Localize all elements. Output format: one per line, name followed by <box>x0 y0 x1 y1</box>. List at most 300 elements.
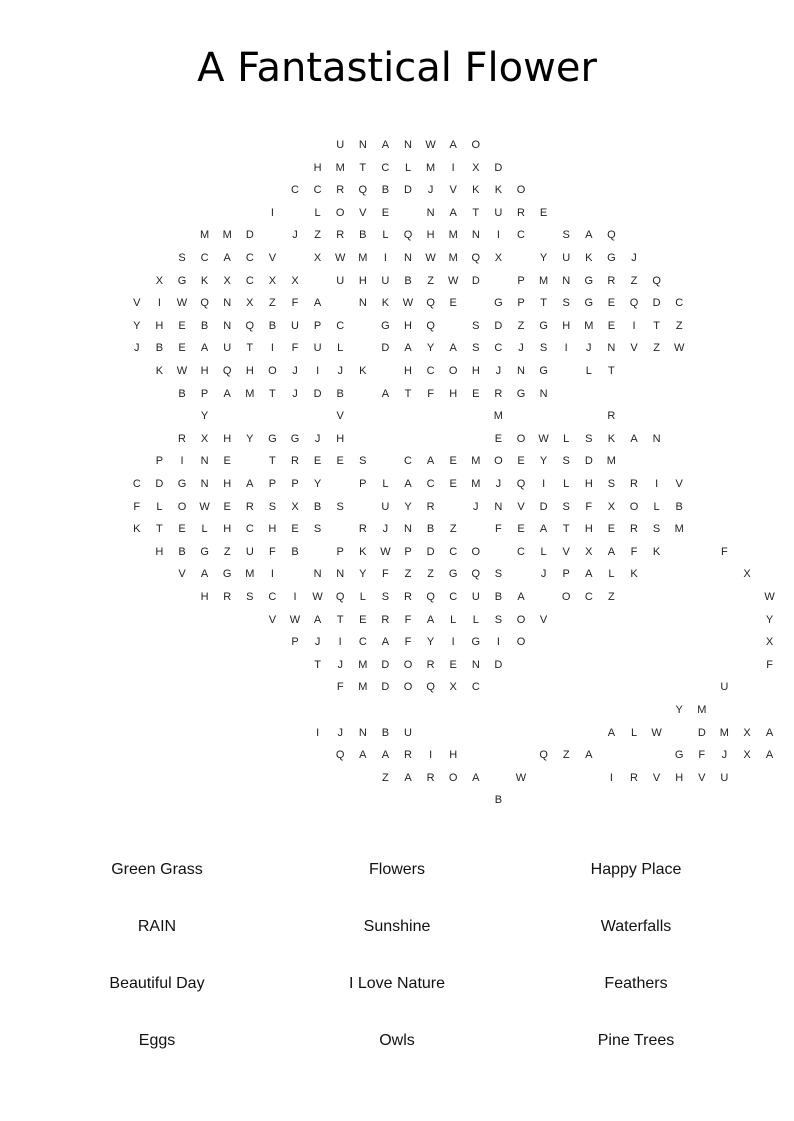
grid-letter: M <box>719 726 729 739</box>
grid-letter: L <box>382 478 389 490</box>
grid-letter: J <box>382 523 389 536</box>
grid-letter: M <box>674 523 684 536</box>
grid-letter: G <box>674 749 684 762</box>
grid-letter: M <box>245 568 255 581</box>
grid-letter: E <box>449 455 457 468</box>
grid-letter: Y <box>313 478 322 490</box>
grid-letter: Y <box>765 613 774 626</box>
grid-letter: M <box>471 478 481 490</box>
grid-row <box>0 408 794 424</box>
grid-letter: P <box>404 545 412 558</box>
grid-letter: Q <box>426 591 435 603</box>
grid-letter: W <box>515 771 527 784</box>
grid-letter: S <box>178 252 186 264</box>
grid-letter: Q <box>222 365 232 377</box>
grid-letter: S <box>562 455 570 468</box>
grid-letter: T <box>314 658 321 671</box>
grid-letter: G <box>177 274 187 287</box>
grid-letter: U <box>223 342 232 355</box>
grid-row <box>0 747 794 763</box>
grid-letter: A <box>381 749 390 762</box>
grid-letter: H <box>675 771 684 784</box>
grid-letter: E <box>449 658 457 671</box>
grid-letter: C <box>245 252 254 264</box>
grid-letter: E <box>517 523 525 536</box>
grid-letter: U <box>245 545 254 558</box>
grid-letter: M <box>697 704 707 716</box>
grid-letter: Q <box>539 749 548 762</box>
grid-row <box>0 792 794 808</box>
grid-letter: P <box>200 387 209 400</box>
grid-letter: C <box>584 591 593 603</box>
grid-letter: E <box>607 523 616 536</box>
grid-letter: N <box>404 252 412 264</box>
grid-row <box>0 340 794 356</box>
grid-letter: B <box>200 319 209 332</box>
grid-letter: L <box>608 568 615 581</box>
grid-letter: R <box>223 591 232 603</box>
grid-row <box>0 566 794 582</box>
grid-letter: N <box>223 297 232 310</box>
grid-letter: B <box>675 500 683 513</box>
grid-letter: C <box>426 365 435 377</box>
grid-row <box>0 657 794 673</box>
grid-letter: G <box>222 568 232 581</box>
grid-letter: D <box>426 545 435 558</box>
grid-letter: D <box>471 274 480 287</box>
grid-letter: E <box>336 455 344 468</box>
grid-letter: T <box>404 387 412 400</box>
grid-letter: W <box>380 545 391 558</box>
grid-row <box>0 205 794 221</box>
grid-letter: I <box>383 252 387 264</box>
grid-letter: H <box>449 749 458 762</box>
grid-letter: R <box>426 771 435 784</box>
grid-letter: M <box>222 229 232 242</box>
grid-letter: G <box>200 545 209 558</box>
grid-letter: Z <box>223 545 231 558</box>
grid-letter: H <box>471 365 480 377</box>
grid-letter: I <box>451 161 455 174</box>
grid-letter: P <box>155 455 164 468</box>
grid-letter: O <box>471 545 481 558</box>
grid-letter: E <box>494 432 503 445</box>
grid-letter: L <box>450 613 457 626</box>
grid-letter: V <box>539 613 548 626</box>
grid-letter: J <box>314 636 321 649</box>
grid-letter: V <box>268 252 277 264</box>
grid-letter: C <box>132 478 141 490</box>
grid-letter: Z <box>449 523 457 536</box>
grid-letter: T <box>269 387 276 400</box>
grid-letter: E <box>178 319 186 332</box>
grid-letter: S <box>652 523 661 536</box>
word-bank-item: Green Grass <box>111 861 203 878</box>
grid-letter: A <box>359 749 367 762</box>
grid-letter: C <box>313 184 322 197</box>
grid-letter: M <box>335 161 345 174</box>
grid-letter: X <box>291 274 299 287</box>
grid-letter: E <box>359 613 367 626</box>
grid-letter: O <box>516 432 526 445</box>
grid-letter: K <box>381 297 390 310</box>
grid-letter: J <box>292 365 298 377</box>
grid-letter: D <box>381 681 390 694</box>
grid-letter: X <box>743 749 751 762</box>
grid-letter: I <box>496 229 500 242</box>
grid-letter: W <box>312 591 323 603</box>
grid-letter: X <box>449 681 457 694</box>
grid-letter: X <box>607 500 616 513</box>
grid-letter: L <box>563 432 570 445</box>
grid-letter: X <box>313 252 322 264</box>
grid-letter: Y <box>404 500 412 513</box>
grid-letter: E <box>449 297 457 310</box>
grid-letter: N <box>358 297 367 310</box>
grid-row <box>0 431 794 447</box>
grid-row <box>0 499 794 515</box>
grid-letter: A <box>607 545 616 558</box>
grid-letter: H <box>155 545 164 558</box>
grid-letter: K <box>494 184 503 197</box>
grid-letter: A <box>585 749 593 762</box>
grid-letter: B <box>268 319 277 332</box>
grid-letter: R <box>291 455 299 468</box>
grid-letter: C <box>426 478 435 490</box>
grid-letter: W <box>176 365 188 377</box>
grid-letter: S <box>359 455 367 468</box>
grid-letter: U <box>291 319 299 332</box>
grid-letter: Y <box>246 432 254 445</box>
grid-letter: F <box>404 613 412 626</box>
grid-letter: V <box>336 410 344 423</box>
grid-letter: C <box>449 545 458 558</box>
grid-letter: A <box>404 478 412 490</box>
grid-letter: C <box>517 545 525 558</box>
grid-letter: H <box>200 365 209 377</box>
grid-letter: A <box>472 771 480 784</box>
grid-letter: R <box>630 478 638 490</box>
grid-letter: G <box>539 319 548 332</box>
grid-letter: N <box>562 274 571 287</box>
grid-row <box>0 363 794 379</box>
word-bank-item: Flowers <box>368 861 425 878</box>
word-bank-item: Eggs <box>138 1032 176 1049</box>
grid-letter: N <box>358 726 367 739</box>
grid-letter: L <box>585 365 592 377</box>
grid-letter: E <box>313 455 322 468</box>
grid-letter: Y <box>200 410 209 423</box>
grid-letter: M <box>493 410 503 423</box>
grid-letter: I <box>451 636 455 649</box>
grid-letter: N <box>200 455 209 468</box>
grid-letter: S <box>494 568 503 581</box>
grid-letter: F <box>404 636 412 649</box>
grid-letter: Q <box>200 297 209 310</box>
grid-row <box>0 521 794 537</box>
grid-letter: G <box>290 432 300 445</box>
grid-letter: B <box>404 274 412 287</box>
grid-letter: L <box>540 545 547 558</box>
grid-letter: G <box>584 274 594 287</box>
grid-letter: U <box>313 342 322 355</box>
grid-letter: D <box>381 342 390 355</box>
grid-letter: X <box>472 161 480 174</box>
grid-letter: I <box>429 749 433 762</box>
grid-letter: V <box>630 342 638 355</box>
grid-letter: T <box>359 161 367 174</box>
grid-letter: H <box>336 432 345 445</box>
grid-letter: J <box>586 342 592 355</box>
grid-letter: C <box>494 342 503 355</box>
grid-letter: Y <box>426 342 435 355</box>
grid-letter: J <box>337 658 343 671</box>
grid-letter: K <box>359 365 367 377</box>
grid-letter: Q <box>426 681 435 694</box>
grid-letter: H <box>313 161 322 174</box>
grid-letter: B <box>313 500 322 513</box>
grid-letter: D <box>539 500 548 513</box>
grid-letter: C <box>358 636 367 649</box>
grid-letter: R <box>607 274 616 287</box>
grid-letter: V <box>652 771 661 784</box>
grid-letter: D <box>155 478 164 490</box>
grid-letter: B <box>426 523 435 536</box>
grid-row <box>0 386 794 402</box>
grid-letter: C <box>268 591 277 603</box>
grid-letter: U <box>381 274 390 287</box>
grid-letter: L <box>201 523 208 536</box>
grid-letter: T <box>269 455 276 468</box>
grid-letter: Z <box>675 319 683 332</box>
grid-letter: I <box>270 206 274 219</box>
grid-letter: B <box>178 387 186 400</box>
grid-letter: H <box>358 274 367 287</box>
grid-letter: T <box>540 297 547 310</box>
grid-row <box>0 453 794 469</box>
grid-letter: L <box>653 500 660 513</box>
grid-letter: J <box>631 252 637 264</box>
grid-letter: I <box>496 636 500 649</box>
grid-letter: T <box>472 206 480 219</box>
grid-letter: J <box>495 478 502 490</box>
grid-letter: M <box>448 229 458 242</box>
grid-letter: Z <box>314 229 321 242</box>
grid-letter: Q <box>629 297 639 310</box>
grid-letter: V <box>133 297 141 310</box>
grid-letter: H <box>584 523 593 536</box>
grid-letter: C <box>200 252 209 264</box>
grid-letter: W <box>289 613 301 626</box>
grid-letter: A <box>517 591 525 603</box>
grid-letter: A <box>539 523 548 536</box>
grid-letter: R <box>494 387 503 400</box>
grid-letter: M <box>358 681 368 694</box>
grid-letter: S <box>313 523 322 536</box>
grid-letter: A <box>404 771 412 784</box>
grid-letter: I <box>542 478 546 490</box>
grid-letter: C <box>291 184 299 197</box>
grid-letter: A <box>313 297 322 310</box>
word-bank-item: Feathers <box>604 975 668 992</box>
grid-letter: C <box>404 455 412 468</box>
word-bank-item: Beautiful Day <box>109 975 205 992</box>
grid-letter: W <box>334 252 346 264</box>
grid-letter: W <box>538 432 549 445</box>
grid-letter: C <box>471 681 480 694</box>
grid-letter: Q <box>471 252 481 264</box>
grid-letter: Z <box>630 274 638 287</box>
grid-letter: N <box>336 568 345 581</box>
grid-letter: A <box>313 613 322 626</box>
word-bank-item: Happy Place <box>590 861 682 878</box>
grid-row <box>0 702 794 718</box>
grid-row <box>0 273 794 289</box>
grid-letter: B <box>178 545 186 558</box>
grid-letter: B <box>381 726 390 739</box>
grid-letter: D <box>381 658 390 671</box>
grid-letter: R <box>630 523 638 536</box>
grid-letter: D <box>494 319 503 332</box>
grid-letter: B <box>359 229 367 242</box>
grid-letter: A <box>404 342 412 355</box>
grid-letter: O <box>494 455 503 468</box>
grid-letter: W <box>425 139 436 151</box>
grid-letter: H <box>404 365 412 377</box>
grid-letter: P <box>517 274 525 287</box>
grid-letter: F <box>721 545 728 558</box>
grid-letter: N <box>607 342 616 355</box>
grid-letter: U <box>494 206 503 219</box>
grid-letter: V <box>562 545 570 558</box>
grid-letter: X <box>155 274 164 287</box>
grid-letter: G <box>584 297 594 310</box>
grid-letter: J <box>721 749 728 762</box>
grid-row <box>0 725 794 741</box>
grid-letter: F <box>291 297 299 310</box>
grid-letter: F <box>427 387 434 400</box>
grid-letter: X <box>246 297 254 310</box>
grid-letter: S <box>494 613 503 626</box>
grid-letter: Y <box>539 455 548 468</box>
grid-letter: L <box>156 500 163 513</box>
grid-letter: C <box>245 274 254 287</box>
grid-letter: Q <box>403 229 413 242</box>
grid-letter: H <box>223 523 232 536</box>
grid-letter: L <box>404 161 412 174</box>
grid-letter: G <box>471 636 481 649</box>
grid-letter: N <box>517 365 525 377</box>
grid-letter: T <box>608 365 615 377</box>
grid-letter: W <box>176 297 188 310</box>
grid-row <box>0 318 794 334</box>
grid-letter: D <box>494 658 503 671</box>
grid-letter: V <box>449 184 457 197</box>
grid-letter: Z <box>382 771 389 784</box>
grid-letter: F <box>698 749 706 762</box>
grid-letter: R <box>358 523 367 536</box>
grid-letter: Y <box>675 704 683 716</box>
grid-letter: U <box>471 591 480 603</box>
grid-letter: O <box>516 613 526 626</box>
grid-letter: Q <box>426 297 435 310</box>
grid-letter: X <box>494 252 503 264</box>
grid-letter: Q <box>471 568 481 581</box>
grid-letter: Y <box>539 252 548 264</box>
grid-letter: I <box>157 297 161 310</box>
grid-letter: N <box>494 500 503 513</box>
grid-letter: S <box>381 591 390 603</box>
grid-row <box>0 295 794 311</box>
grid-letter: M <box>448 252 458 264</box>
grid-letter: N <box>426 206 435 219</box>
grid-letter: A <box>381 636 390 649</box>
grid-letter: J <box>292 229 298 242</box>
grid-letter: L <box>472 613 479 626</box>
page-title: A Fantastical Flower <box>197 45 597 91</box>
grid-letter: M <box>539 274 549 287</box>
grid-letter: H <box>155 319 164 332</box>
grid-letter: C <box>245 523 254 536</box>
grid-letter: J <box>134 342 140 355</box>
grid-letter: U <box>336 139 345 151</box>
grid-letter: A <box>200 568 209 581</box>
grid-row <box>0 770 794 786</box>
grid-letter: G <box>539 365 548 377</box>
grid-letter: D <box>584 455 593 468</box>
grid-letter: M <box>606 455 616 468</box>
grid-letter: U <box>404 726 412 739</box>
grid-letter: K <box>585 252 593 264</box>
grid-row <box>0 250 794 266</box>
grid-letter: P <box>517 297 525 310</box>
grid-letter: Z <box>608 591 615 603</box>
grid-letter: H <box>404 319 412 332</box>
grid-letter: M <box>584 319 594 332</box>
grid-letter: L <box>359 591 366 603</box>
grid-letter: Z <box>404 568 412 581</box>
grid-letter: G <box>268 432 277 445</box>
grid-letter: V <box>178 568 186 581</box>
grid-letter: Y <box>426 636 435 649</box>
grid-letter: F <box>585 500 593 513</box>
grid-letter: O <box>629 500 639 513</box>
grid-letter: C <box>517 229 525 242</box>
grid-letter: Z <box>427 274 434 287</box>
grid-letter: I <box>316 726 320 739</box>
grid-letter: G <box>516 387 526 400</box>
grid-letter: I <box>632 319 636 332</box>
grid-letter: W <box>447 274 459 287</box>
grid-letter: Q <box>245 319 255 332</box>
grid-letter: O <box>335 206 345 219</box>
grid-letter: H <box>584 478 593 490</box>
grid-letter: N <box>223 319 232 332</box>
grid-letter: T <box>156 523 163 536</box>
grid-letter: E <box>381 206 390 219</box>
grid-letter: J <box>292 387 298 400</box>
grid-letter: R <box>245 500 254 513</box>
grid-letter: V <box>698 771 706 784</box>
grid-letter: G <box>494 297 503 310</box>
grid-letter: J <box>540 568 547 581</box>
grid-letter: A <box>223 387 231 400</box>
grid-letter: T <box>562 523 570 536</box>
grid-letter: N <box>200 478 209 490</box>
grid-letter: Z <box>269 297 276 310</box>
grid-letter: O <box>403 681 413 694</box>
grid-row <box>0 227 794 243</box>
